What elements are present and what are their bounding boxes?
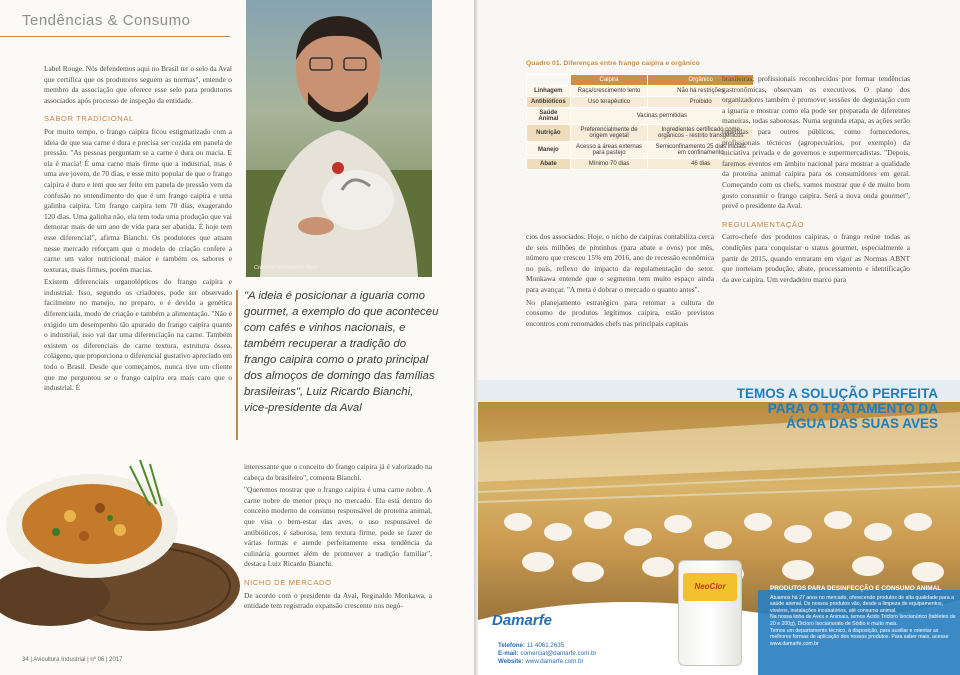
table-cell: Proibido [648,97,754,108]
row-label: Abate [527,159,571,170]
pull-quote: "A ideia é posicionar a iguaria como gourmet, a exemplo do que aconteceu com cafés e vinhos nacionais, e também recuperar a tradição do frango caipira como o prato principal dos almoços de domingo das famílias brasileiras", Luiz Ricardo Bianchi, vice-presidente da Aval [244,290,439,414]
left-page [0,0,476,675]
quote-accent-bar [236,290,238,440]
product-info [770,586,956,647]
table-title: Quadro 01. Diferenças entre frango caipira e orgânico [526,60,700,67]
website-url: www.damarfe.com.br [525,657,584,665]
text-column-4 [722,74,910,287]
product-block-title: PRODUTOS PARA DESINFECÇÃO E CONSUMO ANIMAL [770,585,942,592]
header-rule [0,36,230,37]
subhead-sabor: SABOR TRADICIONAL [44,114,134,124]
product-label: NeoClor [683,573,737,601]
paragraph: De acordo com o presidente da Aval, Reginaldo Monkawa, a entidade tem registrado expansão crescente nos negó- [244,590,432,611]
table-cell: Não há restrições [648,86,754,97]
website-line [498,658,596,666]
ad-headline [737,386,938,431]
table-header: Orgânico [648,75,754,86]
food-photo [0,446,240,636]
table-cell: Ingredientes certificado como orgânicos - restrito transgênicos [648,125,754,142]
table-header: Caipira [570,75,648,86]
row-label: Antibióticos [527,97,571,108]
ad-contact-block [498,642,596,665]
page-footer: 34 | Avicultura Industrial | nº 06 | 2017 [22,657,123,663]
product-text: Atuamos há 27 anos no mercado, oferecendo produtos de alta qualidade para a saúde animal. Os nossos produtos vão, desde a limpeza de equipamentos, viveiros, instalações incubatórios, até consumo animal. [770,594,954,614]
text-column-2 [244,462,432,614]
ad-headline-line: PARA O TRATAMENTO DA [767,401,938,416]
paragraph: "Queremos mostrar que o frango caipira é uma carne nobre. A carne nobre de menor preço no mercado. Ela está dentro do conceito moderno de consumo responsável de proteína animal, que visa o bem-estar das aves, o uso responsável de antibióticos, é saborosa, tem textura firme, pode se fazer de várias formas e atende perfeitamente essa tendência da culinária gourmet além de promover a tradição familiar", destaca Luiz Ricardo Bianchi. [244,485,432,569]
paragraph: cios dos associados. Hoje, o nicho de caipiras contabiliza cerca de seis milhões de pintinhos (para abate e ovos) por mês, número que cresceu 15% em 2016, ano de recessão econômica no país, reflexo do impacto da regulamentação do setor. Monkawa entende que o segmento tem muito espaço ainda para avançar. "A meta é dobrar o mercado o quanto antes". [526,232,714,294]
row-label: Nutrição [527,125,571,142]
row-label: Linhagem [527,86,571,97]
subhead-regulamentacao: REGULAMENTAÇÃO [722,219,805,229]
paragraph: No planejamento estratégico para retomar a cultura de consumo de produtos legítimos caipira, estão previstos encontros com renomados chefs nas principais capitais [526,297,714,328]
table-header-row [527,75,754,86]
product-text: Na nossa linha de Aves e Animais, temos Ácido Tricloro Isocianúrico (tabletes de 20 e 200g), Dicloro Isocianurato de Sódio e muito mais. [770,614,956,627]
product-bucket [678,560,742,666]
ad-headline-line: ÁGUA DAS SUAS AVES [786,416,938,431]
phone-label: Telefone: [498,642,526,649]
table-cell: Vacinas permitidas [570,108,753,125]
paragraph: interessante que o conceito do frango caipira já é valorizado na cabeça do brasileiro", comenta Bianchi. [244,462,432,482]
table-row [527,97,754,108]
row-label: Manejo [527,142,571,159]
table-cell: Acesso a áreas externas para pastejo [570,142,648,159]
table-row [527,108,754,125]
table-row [527,159,754,170]
table-cell: Preferencialmente de origem vegetal [570,125,648,142]
row-label: Saúde Animal [527,108,571,125]
text-column-1 [44,64,232,396]
table-row [527,142,754,159]
table-cell: Uso terapêutico [570,97,648,108]
text-column-3 [526,232,714,331]
advertisement [478,380,960,675]
table-row [527,86,754,97]
subhead-nicho: NICHO DE MERCADO [244,577,332,587]
website-label: Website: [498,657,524,665]
table-cell: Raça/crescimento lento [570,86,648,97]
table-cell: Mínimo 70 dias [570,159,648,170]
table-cell: Semiconfinamento 25 dias iniciais em confinamento [648,142,754,159]
paragraph: Por muito tempo, o frango caipira ficou estigmatizado com a ideia de que sua carne é dura e precisa ser cozida em panela de pressão. "As pessoas perguntam se a carne é dura ou macia. E ela é macia! É uma carne mais firme que a industrial, mas é uma ave jovem, de 70 dias, e esse mito popular de que o frango caipira é duro e tem que ser feito em panela de pressão vem da confusão no entendimento do que é um frango caipira e uma galinha caipira. Um frango caipira tem 70 dias, exagerando 120 dias. Uma galinha não, ela tem toda uma produção que vai demorar mais de um ano de vida para ser abatida. É hoje tem esse diferencial", afirma Bianchi. Os produtores que atuam nesse mercado reforçam que o modelo de criação confere a carne um valor nutricional maior e também os sabores e texturas, mais firmes, porém macias. [44,126,232,274]
food-illustration [0,446,240,636]
portrait-photo [246,0,432,277]
portrait-illustration [246,0,432,277]
product-text: Temos um departamento técnico, à disposição, para auxiliar e orientar as melhores formas de aplicação dos nossos produtos. Para saber mais, acesse www.damarfe.com.br [770,627,949,647]
table-header [527,75,571,86]
ad-headline-line: TEMOS A SOLUÇÃO PERFEITA [736,386,938,401]
table-row [527,125,754,142]
email-label: E-mail: [498,649,519,657]
table-cell: 46 dias [648,159,754,170]
section-header: Tendências & Consumo [22,12,191,29]
comparison-table [526,74,754,170]
phone-line [498,642,596,650]
paragraph: brasileiras; profissionais reconhecidos por formar tendências gastronômicas, observam os executivos. O plano dos organizadores também é promover sessões de degustação com a iguaria e mostrar como ela pode ser preparada de diferentes maneiras, todas saborosas. Numa segunda etapa, as ações serão repetidas para outros públicos, como fornecedores, profissionais técnicos (agropecuários, por exemplo) da iniciativa privada e de governos e supermercadistas. "Depois, faremos eventos em âmbito nacional para mostrar a qualidade da proteína animal caipira para os consumidores em geral. Começando com os chefs, vamos mostrar que é de muito bom gosto consumir o frango caipira. Será a nova onda gourmet", prevê o presidente da Aval. [722,74,910,211]
paragraph: Carro-chefe dos produtos caipiras, o frango reúne todas as condições para conquistar o status gourmet, especialmente a partir de 2015, quando entraram em vigor as Normas ABNT que norteiam produção, abate, processamento e identificação da ave caipira. Um verdadeiro marco para [722,232,910,284]
paragraph: Label Rouge. Nós defendemos aqui no Brasil ter o selo da Aval que certifica que os produtores seguem as normas", entende o membro da associação que oferece esse selo para produtores associados após processo de inspeção da entidade. [44,64,232,105]
email-address: comercial@damarfe.com.br [520,649,597,657]
brand-logo: Damarfe [492,612,553,629]
email-line [498,650,596,658]
photo-credit: Créditos: Divulgação Aval [254,265,317,271]
phone-number: 11 4061.2635 [526,642,565,649]
paragraph: Existem diferenciais organolépticos do frango caipira e industrial. Isso, segundo os criadores, pode ser observado facilmente no manejo, no preparo, e é devido a genética diferenciada, modo de criação e também a alimentação. "Não é exigido um desempenho tão apurado do frango caipira quanto o industrial, isso vai dar uma diferenciação na carne. Também existem os diferenciais de carne textura, estrutura óssea, colágeno, que proporciona o diferencial gustativo apreciado em todo o Brasil. Desde que começamos, nunca tive um cliente que me perguntou se o frango caipira era mais caro que o industrial. É [44,277,232,393]
